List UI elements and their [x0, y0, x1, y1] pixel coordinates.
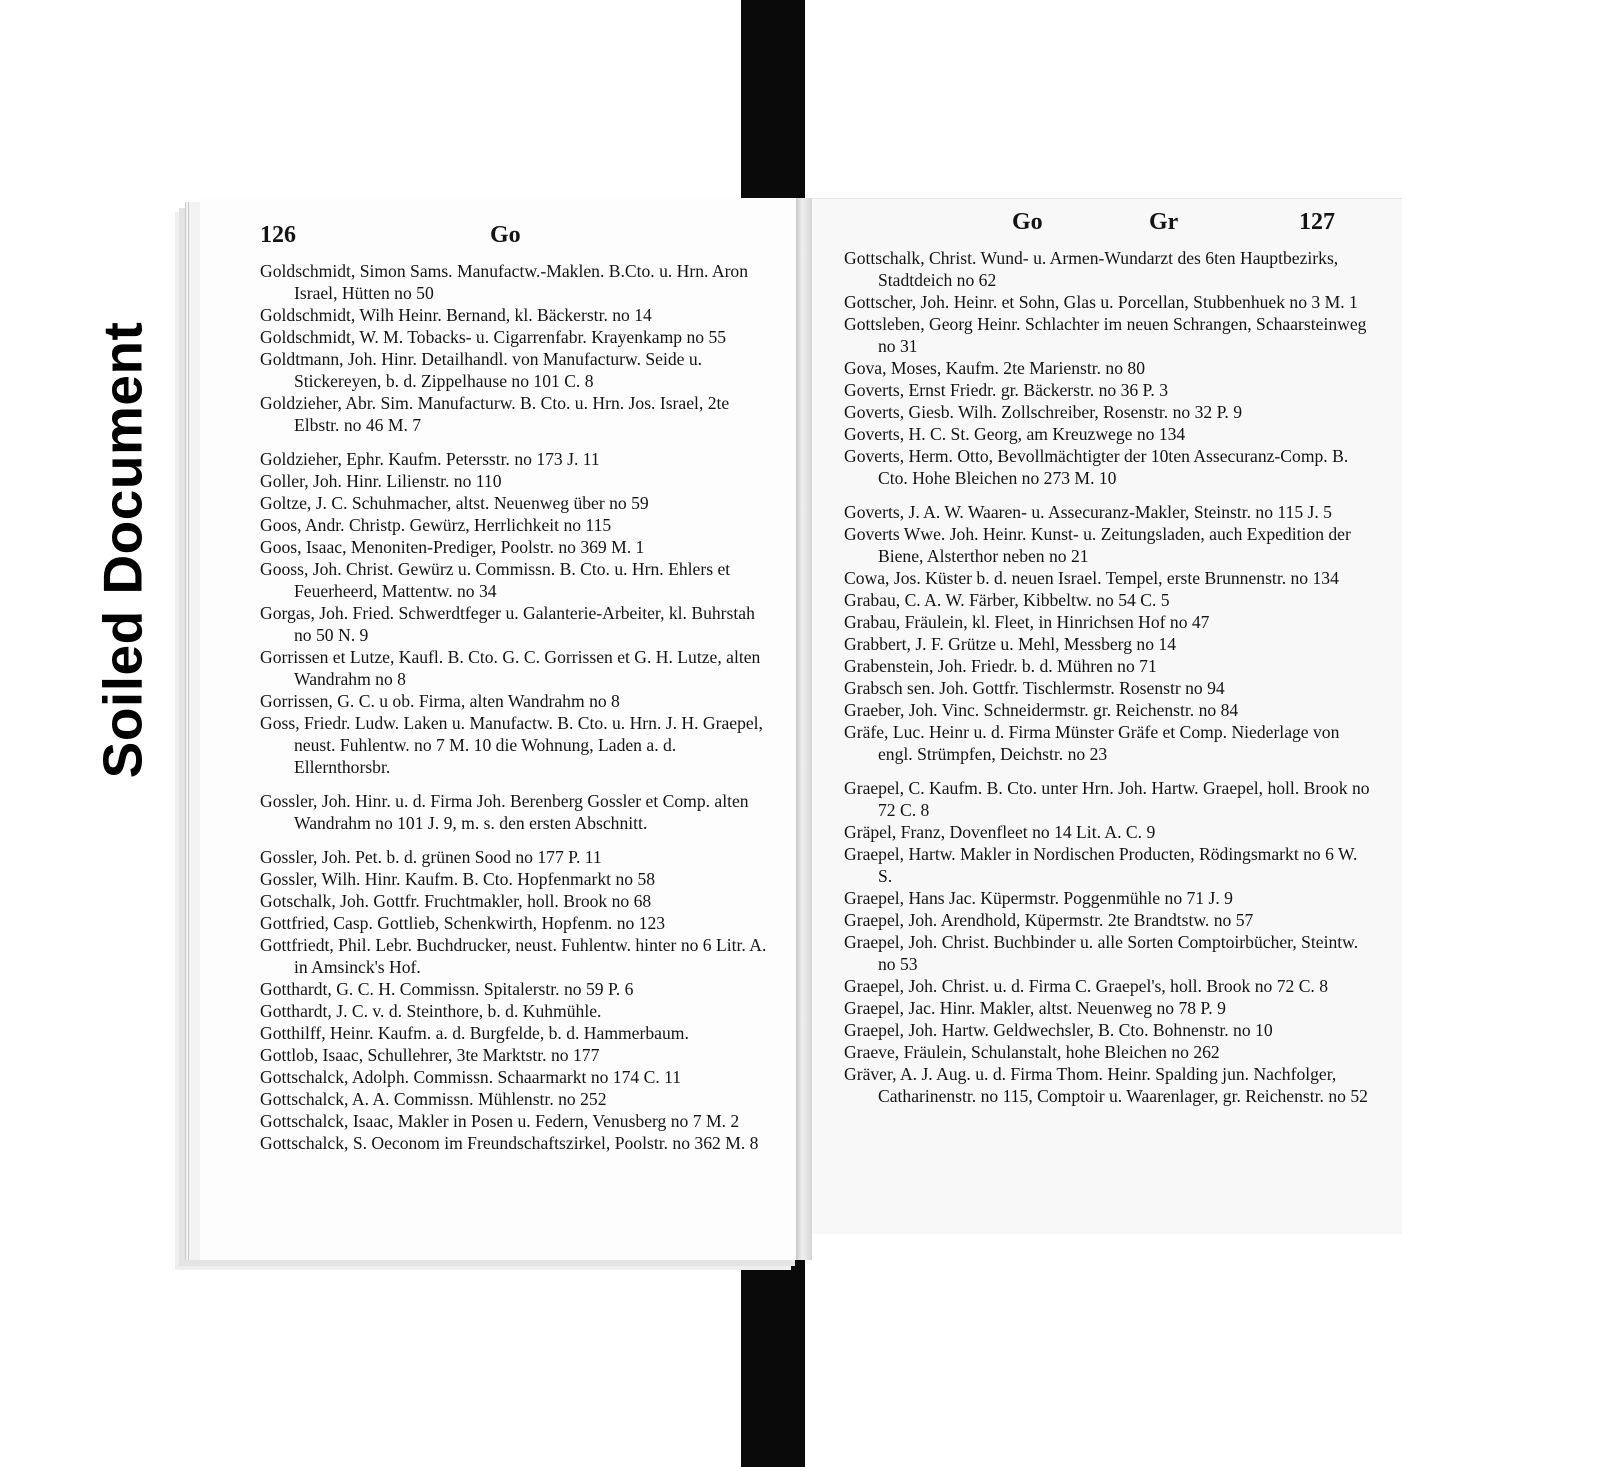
directory-entry: Gottschalck, Isaac, Makler in Posen u. Federn, Venusberg no 7 M. 2	[260, 1111, 740, 1131]
directory-entry: Goldschmidt, W. M. Tobacks- u. Cigarrenfabr. Krayenkamp no 55	[260, 327, 727, 347]
directory-entry: Graepel, Hans Jac. Küpermstr. Poggenmühle no 71 J. 9	[844, 888, 1233, 908]
directory-entry: Goverts, Herm. Otto, Bevollmächtigter der 10ten Assecuranz-Comp. B. Cto. Hohe Bleichen no 273 M. 10	[844, 446, 1349, 488]
left-entry-list	[260, 260, 772, 1154]
running-head-left: Go	[1012, 209, 1043, 235]
right-page-header	[844, 209, 1374, 243]
directory-entry: Gottlob, Isaac, Schullehrer, 3te Marktstr. no 177	[260, 1045, 600, 1065]
binding-tape-top	[741, 0, 805, 202]
directory-entry: Goltze, J. C. Schuhmacher, altst. Neuenweg über no 59	[260, 493, 649, 513]
directory-entry: Gottscher, Joh. Heinr. et Sohn, Glas u. Porcellan, Stubbenhuek no 3 M. 1	[844, 292, 1358, 312]
directory-entry: Goos, Andr. Christp. Gewürz, Herrlichkeit no 115	[260, 515, 612, 535]
stamp-text: Soiled Document	[91, 321, 153, 779]
page-number: 126	[260, 222, 296, 248]
directory-entry: Graepel, Hartw. Makler in Nordischen Producten, Rödingsmarkt no 6 W. S.	[844, 844, 1358, 886]
directory-entry: Goverts, J. A. W. Waaren- u. Assecuranz-Makler, Steinstr. no 115 J. 5	[844, 502, 1332, 522]
page-number: 127	[1299, 209, 1335, 235]
directory-entry: Goldzieher, Ephr. Kaufm. Petersstr. no 173 J. 11	[260, 449, 600, 469]
directory-entry: Gräfe, Luc. Heinr u. d. Firma Münster Gräfe et Comp. Niederlage von engl. Strümpfen, Deichstr. no 23	[844, 722, 1340, 764]
directory-entry: Graepel, Joh. Christ. Buchbinder u. alle Sorten Comptoirbücher, Steintw. no 53	[844, 932, 1359, 974]
directory-entry: Gräver, A. J. Aug. u. d. Firma Thom. Heinr. Spalding jun. Nachfolger, Catharinenstr. no 115, Comptoir u. Waarenlager, gr. Reichenstr. no 52	[844, 1064, 1368, 1106]
directory-entry: Gottfried, Casp. Gottlieb, Schenkwirth, Hopfenm. no 123	[260, 913, 666, 933]
directory-entry: Gotthilff, Heinr. Kaufm. a. d. Burgfelde, b. d. Hammerbaum.	[260, 1023, 689, 1043]
directory-entry: Gottschalck, S. Oeconom im Freundschaftszirkel, Poolstr. no 362 M. 8	[260, 1133, 759, 1153]
directory-entry: Goverts, Ernst Friedr. gr. Bäckerstr. no 36 P. 3	[844, 380, 1168, 400]
directory-entry: Cowa, Jos. Küster b. d. neuen Israel. Tempel, erste Brunnenstr. no 134	[844, 568, 1339, 588]
directory-entry: Goller, Joh. Hinr. Lilienstr. no 110	[260, 471, 502, 491]
directory-entry: Goos, Isaac, Menoniten-Prediger, Poolstr. no 369 M. 1	[260, 537, 645, 557]
directory-entry: Graeber, Joh. Vinc. Schneidermstr. gr. Reichenstr. no 84	[844, 700, 1239, 720]
directory-entry: Goverts Wwe. Joh. Heinr. Kunst- u. Zeitungsladen, auch Expedition der Biene, Alsterthor neben no 21	[844, 524, 1351, 566]
directory-entry: Gossler, Wilh. Hinr. Kaufm. B. Cto. Hopfenmarkt no 58	[260, 869, 656, 889]
book-gutter	[796, 198, 812, 1260]
directory-entry: Goldschmidt, Simon Sams. Manufactw.-Maklen. B.Cto. u. Hrn. Aron Israel, Hütten no 50	[260, 261, 749, 303]
right-page	[812, 198, 1402, 1234]
directory-entry: Goverts, H. C. St. Georg, am Kreuzwege no 134	[844, 424, 1186, 444]
directory-entry: Graeve, Fräulein, Schulanstalt, hohe Bleichen no 262	[844, 1042, 1220, 1062]
directory-entry: Grabbert, J. F. Grütze u. Mehl, Messberg no 14	[844, 634, 1177, 654]
left-page	[200, 198, 800, 1260]
directory-entry: Graepel, Joh. Christ. u. d. Firma C. Graepel's, holl. Brook no 72 C. 8	[844, 976, 1329, 996]
directory-entry: Graepel, C. Kaufm. B. Cto. unter Hrn. Joh. Hartw. Graepel, holl. Brook no 72 C. 8	[844, 778, 1370, 820]
directory-entry: Gooss, Joh. Christ. Gewürz u. Commissn. B. Cto. u. Hrn. Ehlers et Feuerheerd, Mattentw. no 34	[260, 559, 731, 601]
directory-entry: Grabenstein, Joh. Friedr. b. d. Mühren no 71	[844, 656, 1157, 676]
directory-entry: Goldzieher, Abr. Sim. Manufacturw. B. Cto. u. Hrn. Jos. Israel, 2te Elbstr. no 46 M. 7	[260, 393, 730, 435]
directory-entry: Goverts, Giesb. Wilh. Zollschreiber, Rosenstr. no 32 P. 9	[844, 402, 1242, 422]
directory-entry: Gräpel, Franz, Dovenfleet no 14 Lit. A. C. 9	[844, 822, 1156, 842]
directory-entry: Grabau, C. A. W. Färber, Kibbeltw. no 54 C. 5	[844, 590, 1170, 610]
directory-entry: Gorrissen et Lutze, Kaufl. B. Cto. G. C. Gorrissen et G. H. Lutze, alten Wandrahm no 8	[260, 647, 761, 689]
directory-entry: Gorgas, Joh. Fried. Schwerdtfeger u. Galanterie-Arbeiter, kl. Buhrstah no 50 N. 9	[260, 603, 755, 645]
directory-entry: Gossler, Joh. Pet. b. d. grünen Sood no 177 P. 11	[260, 847, 602, 867]
directory-entry: Graepel, Joh. Arendhold, Küpermstr. 2te Brandtstw. no 57	[844, 910, 1254, 930]
directory-entry: Gottschalck, A. A. Commissn. Mühlenstr. no 252	[260, 1089, 607, 1109]
directory-entry: Grabsch sen. Joh. Gottfr. Tischlermstr. Rosenstr no 94	[844, 678, 1225, 698]
directory-entry: Grabau, Fräulein, kl. Fleet, in Hinrichsen Hof no 47	[844, 612, 1210, 632]
running-head-right: Gr	[1149, 209, 1179, 235]
directory-entry: Gova, Moses, Kaufm. 2te Marienstr. no 80	[844, 358, 1146, 378]
directory-entry: Graepel, Joh. Hartw. Geldwechsler, B. Cto. Bohnenstr. no 10	[844, 1020, 1273, 1040]
directory-entry: Goss, Friedr. Ludw. Laken u. Manufactw. B. Cto. u. Hrn. J. H. Graepel, neust. Fuhlentw. no 7 M. 10 die Wohnung, Laden a. d. Ellernthorsbr.	[260, 713, 763, 777]
directory-entry: Gottfriedt, Phil. Lebr. Buchdrucker, neust. Fuhlentw. hinter no 6 Litr. A. in Amsinck's Hof.	[260, 935, 767, 977]
left-page-header	[260, 222, 772, 256]
running-head: Go	[490, 222, 521, 248]
directory-entry: Goldschmidt, Wilh Heinr. Bernand, kl. Bäckerstr. no 14	[260, 305, 652, 325]
directory-entry: Gorrissen, G. C. u ob. Firma, alten Wandrahm no 8	[260, 691, 620, 711]
directory-entry: Gottschalk, Christ. Wund- u. Armen-Wundarzt des 6ten Hauptbezirks, Stadtdeich no 62	[844, 248, 1339, 290]
directory-entry: Gossler, Joh. Hinr. u. d. Firma Joh. Berenberg Gossler et Comp. alten Wandrahm no 101 J. 9, m. s. den ersten Abschnitt.	[260, 791, 749, 833]
directory-entry: Gottschalck, Adolph. Commissn. Schaarmarkt no 174 C. 11	[260, 1067, 682, 1087]
soiled-document-stamp	[82, 300, 162, 800]
directory-entry: Gotthardt, J. C. v. d. Steinthore, b. d. Kuhmühle.	[260, 1001, 602, 1021]
directory-entry: Gotthardt, G. C. H. Commissn. Spitalerstr. no 59 P. 6	[260, 979, 634, 999]
directory-entry: Goldtmann, Joh. Hinr. Detailhandl. von Manufacturw. Seide u. Stickereyen, b. d. Zippelhause no 101 C. 8	[260, 349, 703, 391]
right-entry-list	[844, 247, 1374, 1107]
directory-entry: Graepel, Jac. Hinr. Makler, altst. Neuenweg no 78 P. 9	[844, 998, 1226, 1018]
binding-tape-bottom	[741, 1228, 805, 1467]
directory-entry: Gotschalk, Joh. Gottfr. Fruchtmakler, holl. Brook no 68	[260, 891, 652, 911]
directory-entry: Gottsleben, Georg Heinr. Schlachter im neuen Schrangen, Schaarsteinweg no 31	[844, 314, 1367, 356]
